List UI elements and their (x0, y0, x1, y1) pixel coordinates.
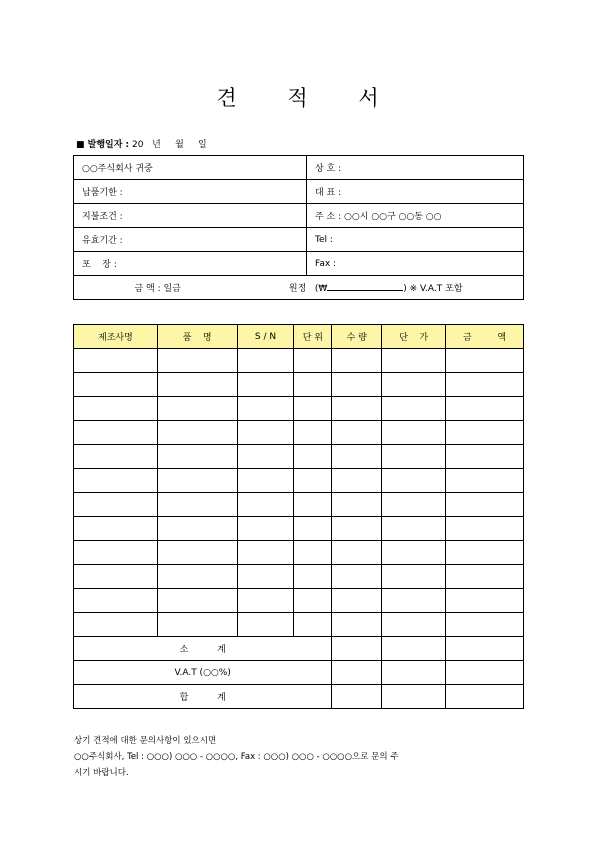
unit-price-cell (382, 397, 446, 421)
amount-label: 금 액 : 일금 (134, 284, 181, 294)
serial-number-cell (237, 469, 294, 493)
quantity-cell (332, 421, 382, 445)
product-name-cell (157, 445, 237, 469)
total-row (74, 685, 524, 709)
manufacturer-cell (74, 373, 158, 397)
product-name-cell (157, 397, 237, 421)
amount-won-open: (₩ (314, 284, 328, 294)
info-row (74, 204, 524, 228)
unit-cell (294, 565, 332, 589)
amount-blank-line (327, 281, 403, 291)
amount-cell (446, 397, 524, 421)
unit-price-cell (382, 373, 446, 397)
items-body (74, 349, 524, 637)
total-label: 합 계 (74, 685, 332, 709)
total-quantity-cell (332, 685, 382, 709)
quantity-cell (332, 373, 382, 397)
quantity-cell (332, 589, 382, 613)
manufacturer-cell (74, 613, 158, 637)
item-row (74, 517, 524, 541)
manufacturer-cell (74, 421, 158, 445)
company-name-cell: 상 호 : (307, 156, 524, 180)
subtotal-price-cell (382, 637, 446, 661)
product-name-cell (157, 517, 237, 541)
manufacturer-cell (74, 397, 158, 421)
header-manufacturer: 제조사명 (74, 325, 158, 349)
address-cell: 주 소 : ○○시 ○○구 ○○동 ○○ (307, 204, 524, 228)
serial-number-cell (237, 613, 294, 637)
amount-cell (446, 421, 524, 445)
item-row (74, 589, 524, 613)
product-name-cell (157, 541, 237, 565)
amount-cell (446, 541, 524, 565)
total-price-cell (382, 685, 446, 709)
item-row (74, 469, 524, 493)
item-row (74, 541, 524, 565)
header-quantity: 수 량 (332, 325, 382, 349)
packaging-cell: 포 장 : (74, 252, 307, 276)
unit-cell (294, 541, 332, 565)
serial-number-cell (237, 373, 294, 397)
amount-cell (446, 613, 524, 637)
product-name-cell (157, 613, 237, 637)
representative-cell: 대 표 : (307, 180, 524, 204)
vat-label: V.A.T (○○%) (74, 661, 332, 685)
manufacturer-cell (74, 445, 158, 469)
amount-row (74, 276, 524, 300)
subtotal-quantity-cell (332, 637, 382, 661)
info-row (74, 180, 524, 204)
quantity-cell (332, 445, 382, 469)
serial-number-cell (237, 421, 294, 445)
item-row (74, 397, 524, 421)
amount-cell (446, 373, 524, 397)
info-row (74, 252, 524, 276)
header-unit: 단 위 (294, 325, 332, 349)
header-product-name: 품 명 (157, 325, 237, 349)
serial-number-cell (237, 493, 294, 517)
unit-price-cell (382, 493, 446, 517)
item-row (74, 421, 524, 445)
quantity-cell (332, 493, 382, 517)
serial-number-cell (237, 445, 294, 469)
serial-number-cell (237, 565, 294, 589)
product-name-cell (157, 493, 237, 517)
recipient-cell: ○○주식회사 귀중 (74, 156, 307, 180)
unit-price-cell (382, 565, 446, 589)
quantity-cell (332, 565, 382, 589)
amount-cell (446, 589, 524, 613)
unit-price-cell (382, 517, 446, 541)
items-header-row (74, 325, 524, 349)
quantity-cell (332, 397, 382, 421)
subtotal-label: 소 계 (74, 637, 332, 661)
unit-price-cell (382, 421, 446, 445)
issue-date-label: ■ 발행일자 : (76, 140, 130, 150)
footer-note-line: ○○주식회사, Tel : ○○○) ○○○ - ○○○○, Fax : ○○○) ○○○ - ○○○○으로 문의 주 (74, 752, 399, 762)
item-row (74, 493, 524, 517)
header-amount: 금 액 (446, 325, 524, 349)
unit-price-cell (382, 541, 446, 565)
items-table (73, 324, 524, 709)
unit-price-cell (382, 349, 446, 373)
unit-cell (294, 373, 332, 397)
info-row (74, 228, 524, 252)
quantity-cell (332, 541, 382, 565)
info-table (73, 155, 524, 300)
quantity-cell (332, 517, 382, 541)
header-serial-number: S / N (237, 325, 294, 349)
product-name-cell (157, 373, 237, 397)
subtotal-amount-cell (446, 637, 524, 661)
manufacturer-cell (74, 541, 158, 565)
serial-number-cell (237, 541, 294, 565)
product-name-cell (157, 469, 237, 493)
product-name-cell (157, 589, 237, 613)
unit-cell (294, 613, 332, 637)
item-row (74, 613, 524, 637)
unit-cell (294, 397, 332, 421)
manufacturer-cell (74, 565, 158, 589)
vat-amount-cell (446, 661, 524, 685)
delivery-deadline-cell: 납품기한 : (74, 180, 307, 204)
footer-note-line: 상기 견적에 대한 문의사항이 있으시면 (74, 736, 217, 746)
vat-quantity-cell (332, 661, 382, 685)
serial-number-cell (237, 349, 294, 373)
tel-cell: Tel : (307, 228, 524, 252)
amount-cell (446, 469, 524, 493)
unit-cell (294, 589, 332, 613)
unit-price-cell (382, 445, 446, 469)
quantity-cell (332, 613, 382, 637)
item-row (74, 565, 524, 589)
document-title: 견 적 서 (216, 86, 401, 110)
issue-date (76, 137, 207, 150)
product-name-cell (157, 349, 237, 373)
info-row (74, 156, 524, 180)
unit-cell (294, 517, 332, 541)
manufacturer-cell (74, 517, 158, 541)
amount-cell (446, 349, 524, 373)
quantity-cell (332, 349, 382, 373)
amount-cell (446, 517, 524, 541)
product-name-cell (157, 565, 237, 589)
amount-won-close: ) ※ V.A.T 포함 (403, 284, 463, 294)
manufacturer-cell (74, 493, 158, 517)
header-unit-price: 단 가 (382, 325, 446, 349)
amount-cell (446, 565, 524, 589)
amount-cell (446, 445, 524, 469)
item-row (74, 445, 524, 469)
amount-cell (446, 493, 524, 517)
subtotal-row (74, 637, 524, 661)
amount-won-label: 원정 (288, 284, 307, 294)
manufacturer-cell (74, 589, 158, 613)
serial-number-cell (237, 397, 294, 421)
issue-date-value: 20 년 월 일 (132, 140, 207, 150)
serial-number-cell (237, 589, 294, 613)
unit-cell (294, 349, 332, 373)
unit-price-cell (382, 469, 446, 493)
unit-cell (294, 469, 332, 493)
unit-cell (294, 493, 332, 517)
product-name-cell (157, 421, 237, 445)
total-amount-cell (446, 685, 524, 709)
item-row (74, 373, 524, 397)
validity-period-cell: 유효기간 : (74, 228, 307, 252)
quantity-cell (332, 469, 382, 493)
payment-terms-cell: 지불조건 : (74, 204, 307, 228)
manufacturer-cell (74, 349, 158, 373)
item-row (74, 349, 524, 373)
manufacturer-cell (74, 469, 158, 493)
footer-note (74, 733, 526, 781)
unit-price-cell (382, 589, 446, 613)
unit-cell (294, 421, 332, 445)
fax-cell: Fax : (307, 252, 524, 276)
unit-cell (294, 445, 332, 469)
amount-cell (74, 276, 524, 300)
footer-note-line: 시기 바랍니다. (74, 768, 129, 778)
vat-price-cell (382, 661, 446, 685)
unit-price-cell (382, 613, 446, 637)
vat-row (74, 661, 524, 685)
serial-number-cell (237, 517, 294, 541)
